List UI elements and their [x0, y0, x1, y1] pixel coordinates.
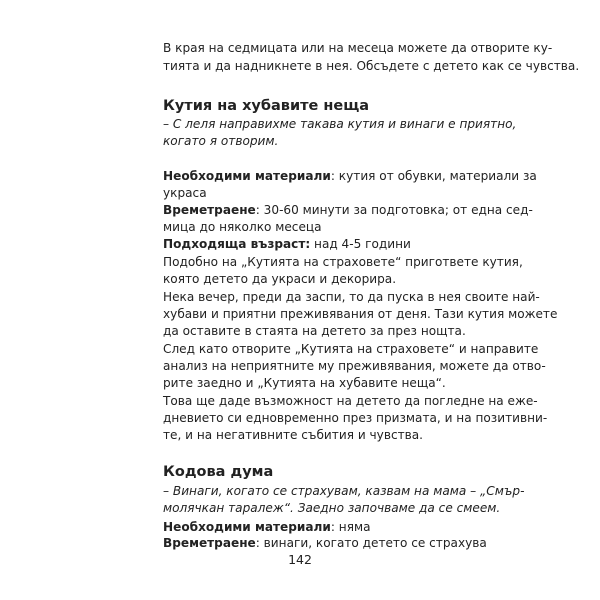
paragraph-line: След като отворите „Кутията на страховете“ и направите: [163, 342, 539, 356]
section-quote-line: – С леля направихме такава кутия и винаги е приятно,: [163, 117, 517, 131]
paragraph-line: анализ на неприятните му преживявания, можете да отво-: [163, 359, 546, 373]
section-quote-line: молячкан таралеж“. Заедно започваме да се смеем.: [163, 501, 501, 515]
materials-line: [163, 169, 537, 184]
materials-continuation: украса: [163, 186, 207, 200]
page-number: 142: [288, 552, 312, 567]
paragraph-line: Нека вечер, преди да заспи, то да пуска в нея своите най-: [163, 290, 540, 304]
duration-line: [163, 536, 487, 551]
paragraph-line: хубави и приятни преживявания от деня. Тази кутия можете: [163, 307, 558, 321]
age-value: над 4-5 години: [310, 237, 411, 251]
age-label: Подходяща възраст:: [163, 237, 311, 251]
materials-value: : няма: [330, 520, 371, 534]
materials-value: : кутия от обувки, материали за: [330, 169, 537, 183]
intro-line-2: тията и да надникнете в нея. Обсъдете с детето как се чувства.: [163, 59, 580, 73]
paragraph-line: рите заедно и „Кутията на хубавите неща“.: [163, 376, 446, 390]
materials-line: [163, 520, 463, 535]
section-heading: Кодова дума: [163, 464, 274, 480]
duration-value: : винаги, когато детето се страхува: [255, 536, 487, 550]
duration-line: [163, 203, 533, 218]
paragraph-line: която детето да украси и декорира.: [163, 272, 397, 286]
materials-label: Необходими материали: [163, 520, 331, 534]
intro-line-1: В края на седмицата или на месеца можете да отворите ку-: [163, 41, 553, 55]
section-quote-line: – Винаги, когато се страхувам, казвам на мама – „Смър-: [163, 484, 525, 498]
paragraph-line: Това ще даде възможност на детето да погледне на еже-: [163, 394, 538, 408]
duration-continuation: мица до няколко месеца: [163, 220, 322, 234]
paragraph-line: те, и на негативните събития и чувства.: [163, 428, 424, 442]
duration-label: Времетраене: [163, 536, 256, 550]
materials-label: Необходими материали: [163, 169, 331, 183]
section-heading: Кутия на хубавите неща: [163, 98, 370, 114]
duration-value: : 30-60 минути за подготовка; от една сед-: [255, 203, 533, 217]
age-line: [163, 237, 463, 252]
duration-label: Времетраене: [163, 203, 256, 217]
paragraph-line: да оставите в стаята на детето за през нощта.: [163, 324, 466, 338]
paragraph-line: Подобно на „Кутията на страховете“ пригответе кутия,: [163, 255, 523, 269]
paragraph-line: дневието си едновременно през призмата, и на позитивни-: [163, 411, 548, 425]
section-quote-line: когато я отворим.: [163, 134, 279, 148]
